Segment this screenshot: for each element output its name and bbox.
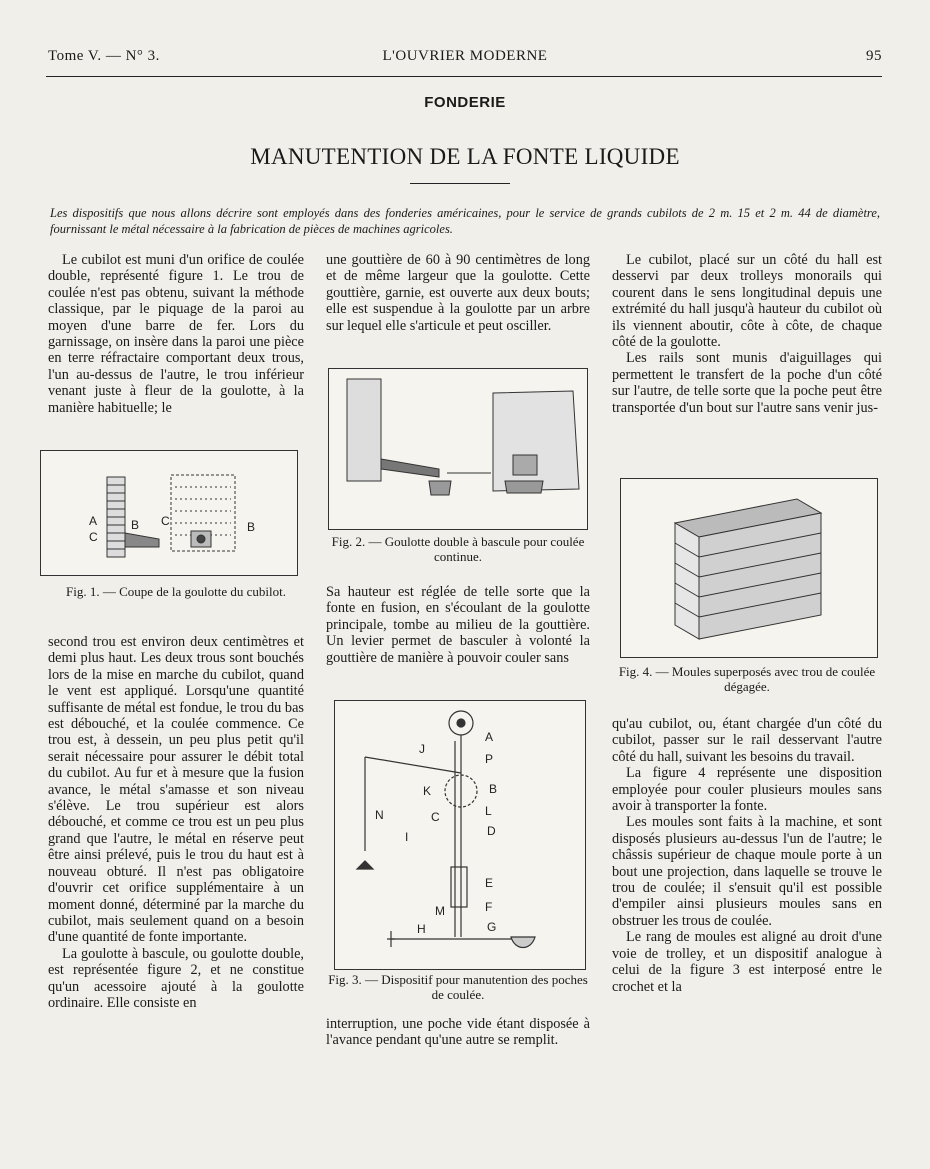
header-rule — [46, 76, 882, 77]
column-3-top — [612, 252, 882, 416]
intro-paragraph: Les dispositifs que nous allons décrire sont employés dans des fonderies américaines, pour le service de grands cubilots de 2 m. 15 et 2 m. 44 de diamètre, fournissant le métal nécessaire à la fabrication de pièces de machines agricoles. — [50, 206, 880, 236]
paragraph: interruption, une poche vide étant disposée à l'avance pendant qu'une autre se remplit. — [326, 1016, 590, 1049]
fig3-label-l: L — [485, 804, 492, 818]
fig3-label-m: M — [435, 904, 445, 918]
paragraph: une gouttière de 60 à 90 centimètres de long et de même largeur que la goulotte. Cette gouttière, garnie, est ouverte aux deux bouts; elle est suspendue à la goulotte par un arbre sur lequel elle s'articule et peut osciller. — [326, 252, 590, 334]
fig1-label-a: A — [89, 514, 98, 528]
journal-title: L'OUVRIER MODERNE — [382, 48, 548, 64]
page-number: 95 — [866, 48, 882, 64]
paragraph: Les moules sont faits à la machine, et sont disposés plusieurs au-dessus l'un de l'autre; le châssis supérieur de chaque moule porte à un bout une projection, dans laquelle se trouve le trou de coulée; il s'ensuit qu'il est possible d'empiler ainsi plusieurs moules sans en obstruer les trous de coulée. — [612, 814, 882, 929]
article-title: MANUTENTION DE LA FONTE LIQUIDE — [250, 144, 680, 169]
fig3-label-k: K — [423, 784, 432, 798]
fig1-label-c: C — [89, 530, 98, 544]
fig3-label-f: F — [485, 900, 493, 914]
fig1-label-b2: B — [247, 520, 256, 534]
column-3-bottom — [612, 716, 882, 995]
figure-2-drawing — [329, 369, 587, 529]
figure-1 — [40, 450, 298, 576]
fig1-label-c2: C — [161, 514, 170, 528]
volume-issue: Tome V. — N° 3. — [48, 48, 160, 64]
figure-4 — [620, 478, 878, 658]
fig3-label-i: I — [405, 830, 409, 844]
fig3-label-c: C — [431, 810, 440, 824]
figure-3-caption: Fig. 3. — Dispositif pour manutention des poches de coulée. — [328, 972, 588, 1002]
fig3-label-g: G — [487, 920, 497, 934]
paragraph: Sa hauteur est réglée de telle sorte que la fonte en fusion, en s'écoulant de la goulotte principale, tombe au milieu de la gouttière. Un levier permet de basculer à volonté la gouttière de manière à pouvoir couler sans — [326, 584, 590, 666]
fig3-label-h: H — [417, 922, 426, 936]
figure-2-caption: Fig. 2. — Goulotte double à bascule pour coulée continue. — [331, 534, 585, 564]
paragraph: qu'au cubilot, ou, étant chargée d'un côté du cubilot, passer sur le rail desservant l'autre côté du hall, suivant les besoins du travail. — [612, 716, 882, 765]
figure-3 — [334, 700, 586, 970]
section-title: FONDERIE — [424, 94, 506, 111]
paragraph: La figure 4 représente une disposition employée pour couler plusieurs moules sans avoir à transporter la fonte. — [612, 765, 882, 815]
figure-3-drawing — [335, 701, 585, 969]
paragraph: La goulotte à bascule, ou goulotte double, est représentée figure 2, et ne constitue qu'un acessoire ajouté à la goulotte ordinaire. Elle consiste en — [48, 945, 304, 1011]
column-1-bottom — [48, 634, 304, 1011]
title-rule — [410, 183, 510, 184]
paragraph: Le rang de moules est aligné au droit d'une voie de trolley, et un dispositif analogue à celui de la figure 3 est interposé entre le crochet et la — [612, 929, 882, 995]
figure-1-drawing — [41, 451, 297, 575]
fig3-label-n: N — [375, 808, 384, 822]
paragraph: Le cubilot est muni d'un orifice de coulée double, représenté figure 1. Le trou de coulée n'est pas obtenu, suivant la méthode classique, par le piquage de la paroi au moyen d'une barre de fer. Lors du garnissage, on insère dans la paroi une pièce en terre réfractaire comportant deux trous, l'un au-dessus de l'autre, le trou inférieur venant juste à fleur de la goulotte, à la manière habituelle; le — [48, 252, 304, 416]
column-2-top — [326, 252, 590, 334]
running-header — [48, 48, 882, 70]
paragraph: Les rails sont munis d'aiguillages qui permettent le transfert de la poche d'un côté sur l'autre, de telle sorte que la poche peut être transportée d'un bout sur l'autre sans venir jus- — [612, 350, 882, 416]
figure-1-caption: Fig. 1. — Coupe de la goulotte du cubilot. — [66, 584, 286, 599]
fig3-label-p: P — [485, 752, 494, 766]
fig3-label-a: A — [485, 730, 494, 744]
fig3-label-j: J — [419, 742, 425, 756]
fig3-label-e: E — [485, 876, 494, 890]
column-1-top — [48, 252, 304, 416]
figure-4-caption: Fig. 4. — Moules superposés avec trou de coulée dégagée. — [618, 664, 876, 694]
column-2-middle — [326, 584, 590, 666]
column-2-bottom — [326, 1016, 590, 1049]
fig3-label-b: B — [489, 782, 498, 796]
fig3-label-d: D — [487, 824, 496, 838]
paragraph: Le cubilot, placé sur un côté du hall est desservi par deux trolleys monorails qui courent dans le sens longitudinal depuis une extrémité du hall jusqu'à hauteur du cubilot où ils viennent aboutir, côte à côte, de chaque côté de la goulotte. — [612, 252, 882, 351]
fig1-label-b: B — [131, 518, 140, 532]
figure-4-drawing — [621, 479, 877, 657]
figure-2 — [328, 368, 588, 530]
paragraph: second trou est environ deux centimètres et demi plus haut. Les deux trous sont bouchés lors de la mise en marche du cubilot, quand le vent est appliqué. Lorsqu'une quantité suffisante de métal est fondue, le trou du bas est débouché, et la coulée commence. Ce trou est, à dessein, un peu plus petit qu'il serait nécessaire pour assurer le débit total du cubilot. Au fur et à mesure que la fusion avance, le métal s'amasse et son niveau s'élève. Le trou supérieur est alors débouché, et comme ce trou est un peu plus grand que l'autre, le métal en réserve peut être ainsi prélevé, puis le trou du haut est à nouveau obturé. Il n'est pas obligatoire d'ouvrir cet orifice supplémentaire à un moment donné, déterminé par la marche du cubilot, mais seulement quand on a besoin d'une quantité de fonte importante. — [48, 634, 304, 946]
